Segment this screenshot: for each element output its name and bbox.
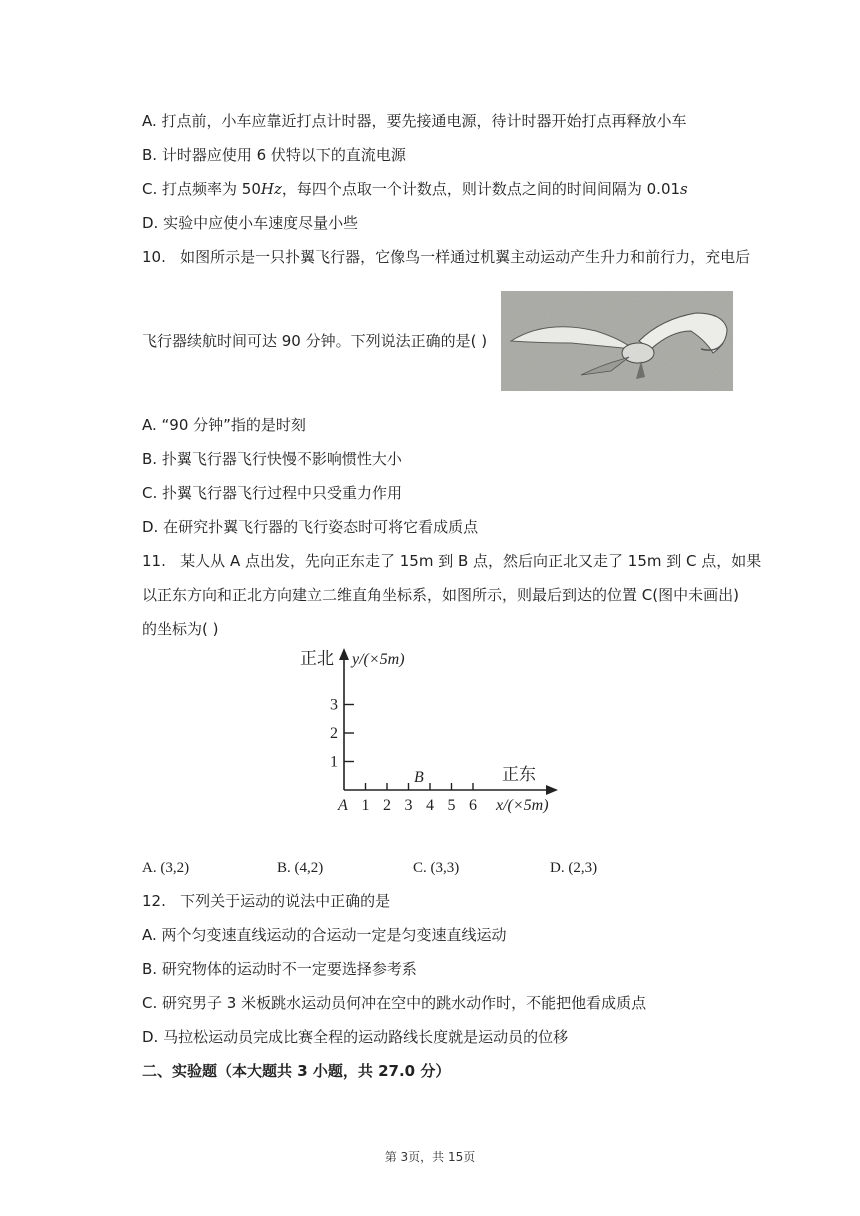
q9-option-c-mid: ，每四个点取一个计数点，则计数点之间的时间间隔为 0.01 bbox=[281, 180, 681, 198]
coordinate-diagram bbox=[296, 640, 566, 822]
x-ticks bbox=[362, 783, 478, 814]
q12-option-b: B. 研究物体的运动时不一定要选择参考系 bbox=[142, 960, 417, 978]
q11-stem-line1 bbox=[142, 550, 761, 572]
x-tick-label: 4 bbox=[426, 797, 434, 814]
x-axis-label-cn: 正东 bbox=[502, 765, 536, 784]
q11-line1: 某人从 A 点出发，先向正东走了 15m 到 B 点，然后向正北又走了 15m 到 C 点，如果 bbox=[180, 552, 762, 570]
q9-option-c bbox=[142, 178, 688, 200]
q11-option-a[interactable]: A. (3,2) bbox=[142, 860, 190, 876]
x-axis-label: x/(×5m) bbox=[496, 797, 549, 814]
q10-option-b: B. 扑翼飞行器飞行快慢不影响惯性大小 bbox=[142, 450, 402, 468]
y-tick-label: 3 bbox=[330, 696, 338, 714]
origin-label-a: A bbox=[338, 797, 348, 814]
q10-option-d: D. 在研究扑翼飞行器的飞行姿态时可将它看成质点 bbox=[142, 518, 479, 536]
page-footer: 第 3页，共 15页 bbox=[384, 1150, 476, 1164]
q10-number: 10. bbox=[142, 248, 166, 266]
x-tick-label: 1 bbox=[361, 797, 370, 814]
q10-stem-line2: 飞行器续航时间可达 90 分钟。下列说法正确的是( ) bbox=[142, 332, 488, 350]
q11-options bbox=[142, 857, 702, 879]
point-b-label: B bbox=[414, 769, 424, 786]
x-axis-arrow bbox=[546, 785, 558, 795]
q12-line1: 下列关于运动的说法中正确的是 bbox=[180, 892, 391, 910]
q12-option-c: C. 研究男子 3 米板跳水运动员何冲在空中的跳水动作时，不能把他看成质点 bbox=[142, 994, 647, 1012]
y-axis-arrow bbox=[339, 648, 349, 660]
y-axis-label-cn: 正北 bbox=[300, 649, 334, 668]
q12-option-d: D. 马拉松运动员完成比赛全程的运动路线长度就是运动员的位移 bbox=[142, 1028, 569, 1046]
q10-option-c: C. 扑翼飞行器飞行过程中只受重力作用 bbox=[142, 484, 403, 502]
q11-number: 11. bbox=[142, 552, 166, 570]
q12-option-a: A. 两个匀变速直线运动的合运动一定是匀变速直线运动 bbox=[142, 926, 507, 944]
q9-option-d: D. 实验中应使小车速度尽量小些 bbox=[142, 214, 359, 232]
q9-option-c-unit-s: s bbox=[680, 180, 688, 198]
y-axis-label: y/(×5m) bbox=[352, 651, 405, 668]
q9-option-b: B. 计时器应使用 6 伏特以下的直流电源 bbox=[142, 146, 406, 164]
q9-option-a: A. 打点前，小车应靠近打点计时器，要先接通电源，待计时器开始打点再释放小车 bbox=[142, 112, 687, 130]
q12-stem bbox=[142, 890, 390, 912]
q12-number: 12. bbox=[142, 892, 166, 910]
q11-option-d[interactable]: D. (2,3) bbox=[550, 860, 598, 876]
y-tick-label: 2 bbox=[330, 725, 338, 742]
section2-heading: 二、实验题（本大题共 3 小题，共 27.0 分） bbox=[142, 1062, 451, 1080]
q9-option-c-unit-hz: Hz bbox=[260, 180, 282, 198]
q11-option-b[interactable]: B. (4,2) bbox=[277, 860, 324, 876]
q10-stem-line1 bbox=[142, 246, 750, 268]
y-ticks bbox=[330, 697, 354, 771]
x-tick-label: 6 bbox=[469, 797, 477, 814]
x-tick-label: 5 bbox=[447, 797, 456, 814]
q10-option-a: A. “90 分钟”指的是时刻 bbox=[142, 416, 306, 434]
q9-option-c-prefix: C. 打点频率为 50 bbox=[142, 180, 261, 198]
y-tick-label: 1 bbox=[330, 753, 338, 771]
q11-option-c[interactable]: C. (3,3) bbox=[413, 860, 460, 876]
x-tick-label: 3 bbox=[404, 797, 413, 814]
q11-stem-line2: 以正东方向和正北方向建立二维直角坐标系，如图所示，则最后到达的位置 C(图中未画出) bbox=[142, 586, 739, 604]
q11-stem-line3: 的坐标为( ) bbox=[142, 620, 219, 638]
q10-line1: 如图所示是一只扑翼飞行器，它像鸟一样通过机翼主动运动产生升力和前行力，充电后 bbox=[180, 248, 751, 266]
flapping-wing-aircraft-photo bbox=[501, 291, 733, 391]
x-tick-label: 2 bbox=[383, 797, 391, 814]
